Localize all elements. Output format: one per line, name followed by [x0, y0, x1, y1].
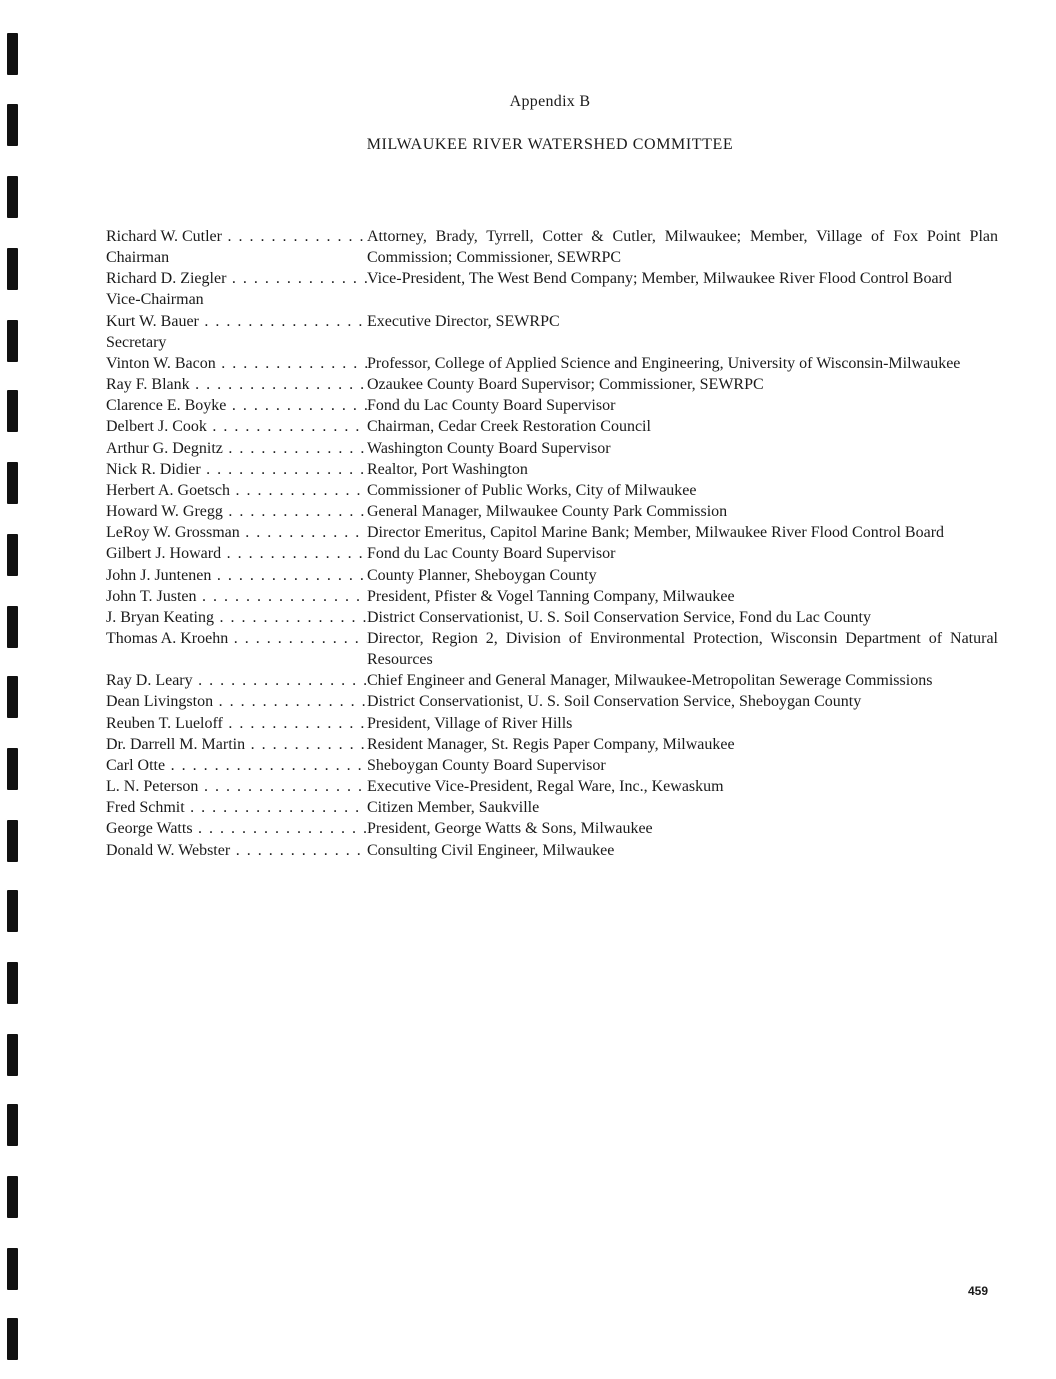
- member-description: Citizen Member, Saukville: [367, 799, 540, 817]
- binding-hole: [7, 890, 18, 932]
- member-row: [106, 840, 998, 861]
- member-description: District Conservationist, U. S. Soil Conservation Service, Fond du Lac County: [367, 608, 871, 626]
- member-name-cell: [106, 268, 367, 310]
- binding-hole: [7, 676, 18, 718]
- member-row: [106, 522, 998, 543]
- member-name: Kurt W. Bauer . . .: [106, 311, 367, 332]
- member-description: Chief Engineer and General Manager, Milwaukee-Metropolitan Sewerage Commissions: [367, 672, 933, 690]
- member-name-cell: [106, 459, 367, 480]
- binding-hole: [7, 534, 18, 576]
- member-name-cell: [106, 797, 367, 818]
- binding-hole: [7, 1318, 18, 1360]
- member-row: [106, 818, 998, 839]
- binding-hole: [7, 820, 18, 862]
- member-description: President, George Watts & Sons, Milwaukee: [367, 820, 653, 838]
- member-name: J. Bryan Keating . . .: [106, 607, 367, 628]
- member-name: LeRoy W. Grossman . . .: [106, 522, 367, 543]
- member-name-cell: [106, 522, 367, 543]
- member-name-cell: [106, 818, 367, 839]
- member-row: [106, 353, 998, 374]
- member-row: [106, 374, 998, 395]
- binding-hole: [7, 462, 18, 504]
- member-row: [106, 713, 998, 734]
- member-name-cell: [106, 416, 367, 437]
- member-name-cell: [106, 543, 367, 564]
- member-description: Commissioner of Public Works, City of Milwaukee: [367, 481, 697, 499]
- member-description: Fond du Lac County Board Supervisor: [367, 397, 616, 415]
- member-name: Clarence E. Boyke . . .: [106, 395, 367, 416]
- member-name: Vinton W. Bacon . . .: [106, 353, 367, 374]
- member-description: Ozaukee County Board Supervisor; Commissioner, SEWRPC: [367, 376, 764, 394]
- committee-title: MILWAUKEE RIVER WATERSHED COMMITTEE: [366, 136, 734, 153]
- member-name-cell: [106, 713, 367, 734]
- member-role: Vice-Chairman: [106, 291, 204, 309]
- member-name-cell: [106, 311, 367, 353]
- member-name: Herbert A. Goetsch . . .: [106, 480, 367, 501]
- member-name-cell: [106, 628, 367, 670]
- member-name: John J. Juntenen . . .: [106, 565, 367, 586]
- binding-hole: [7, 748, 18, 790]
- member-description: Director Emeritus, Capitol Marine Bank; Member, Milwaukee River Flood Control Board: [367, 524, 945, 542]
- member-description: Resident Manager, St. Regis Paper Company, Milwaukee: [367, 735, 735, 753]
- member-name-cell: [106, 840, 367, 861]
- member-description: President, Pfister & Vogel Tanning Company, Milwaukee: [367, 587, 735, 605]
- member-row: [106, 501, 998, 522]
- member-description: Executive Vice-President, Regal Ware, Inc., Kewaskum: [367, 778, 724, 796]
- member-name-cell: [106, 734, 367, 755]
- member-description: President, Village of River Hills: [367, 714, 573, 732]
- member-row: [106, 586, 998, 607]
- member-description: County Planner, Sheboygan County: [367, 566, 597, 584]
- member-name: Ray F. Blank . . .: [106, 374, 367, 395]
- member-name-cell: [106, 607, 367, 628]
- member-name-cell: [106, 395, 367, 416]
- member-row: [106, 565, 998, 586]
- member-name: Nick R. Didier . . .: [106, 459, 367, 480]
- binding-hole: [7, 606, 18, 648]
- member-row: [106, 226, 998, 268]
- member-name: George Watts . . .: [106, 818, 367, 839]
- member-row: [106, 628, 998, 670]
- member-name: Dean Livingston . . .: [106, 691, 367, 712]
- member-name: Richard W. Cutler . . .: [106, 226, 367, 247]
- member-row: [106, 755, 998, 776]
- member-row: [106, 607, 998, 628]
- member-description: Attorney, Brady, Tyrrell, Cotter & Cutler, Milwaukee; Member, Village of Fox Point Plan Commission; Commissioner, SEWRPC: [367, 228, 998, 267]
- member-name: Dr. Darrell M. Martin . . .: [106, 734, 367, 755]
- member-description: General Manager, Milwaukee County Park Commission: [367, 503, 728, 521]
- member-name-cell: [106, 586, 367, 607]
- member-role: Secretary: [106, 333, 167, 351]
- member-row: [106, 734, 998, 755]
- member-name-cell: [106, 670, 367, 691]
- binding-hole: [7, 1034, 18, 1076]
- member-name: Arthur G. Degnitz . . .: [106, 438, 367, 459]
- binding-hole: [7, 176, 18, 218]
- member-row: [106, 776, 998, 797]
- binding-hole: [7, 390, 18, 432]
- appendix-title: Appendix B: [509, 93, 591, 110]
- member-name: John T. Justen . . .: [106, 586, 367, 607]
- member-name-cell: [106, 374, 367, 395]
- member-name: Howard W. Gregg . . .: [106, 501, 367, 522]
- member-name: Delbert J. Cook . . .: [106, 416, 367, 437]
- member-description: Realtor, Port Washington: [367, 460, 528, 478]
- member-row: [106, 797, 998, 818]
- binding-hole: [7, 962, 18, 1004]
- page-number: 459: [968, 1284, 989, 1298]
- member-row: [106, 480, 998, 501]
- binding-hole: [7, 33, 18, 75]
- member-row: [106, 670, 998, 691]
- member-name: Thomas A. Kroehn . . .: [106, 628, 367, 649]
- member-row: [106, 438, 998, 459]
- binding-hole: [7, 248, 18, 290]
- member-name-cell: [106, 480, 367, 501]
- member-name-cell: [106, 353, 367, 374]
- member-name: Carl Otte . . .: [106, 755, 367, 776]
- member-name-cell: [106, 691, 367, 712]
- member-description: Washington County Board Supervisor: [367, 439, 611, 457]
- member-name: Donald W. Webster . . .: [106, 840, 367, 861]
- member-row: [106, 268, 998, 310]
- member-name-cell: [106, 438, 367, 459]
- member-row: [106, 395, 998, 416]
- member-description: Executive Director, SEWRPC: [367, 312, 560, 330]
- binding-hole: [7, 1248, 18, 1290]
- member-name: Richard D. Ziegler . . .: [106, 268, 367, 289]
- binding-hole: [7, 1104, 18, 1146]
- member-name: Ray D. Leary . . .: [106, 670, 367, 691]
- member-row: [106, 691, 998, 712]
- member-row: [106, 543, 998, 564]
- member-name: Gilbert J. Howard . . .: [106, 543, 367, 564]
- member-description: District Conservationist, U. S. Soil Conservation Service, Sheboygan County: [367, 693, 862, 711]
- member-name-cell: [106, 755, 367, 776]
- member-description: Professor, College of Applied Science and Engineering, University of Wisconsin-Milwaukee: [367, 354, 961, 372]
- member-name-cell: [106, 565, 367, 586]
- member-description: Consulting Civil Engineer, Milwaukee: [367, 841, 615, 859]
- member-description: Vice-President, The West Bend Company; Member, Milwaukee River Flood Control Board: [367, 270, 952, 288]
- member-name-cell: [106, 776, 367, 797]
- member-row: [106, 311, 998, 353]
- member-name: Fred Schmit . . .: [106, 797, 367, 818]
- member-role: Chairman: [106, 249, 170, 267]
- member-name: L. N. Peterson . . .: [106, 776, 367, 797]
- member-name-cell: [106, 501, 367, 522]
- binding-hole: [7, 320, 18, 362]
- member-name-cell: [106, 226, 367, 268]
- binding-hole: [7, 1176, 18, 1218]
- member-name: Reuben T. Lueloff . . .: [106, 713, 367, 734]
- member-row: [106, 416, 998, 437]
- member-description: Sheboygan County Board Supervisor: [367, 756, 606, 774]
- member-description: Chairman, Cedar Creek Restoration Council: [367, 418, 651, 436]
- committee-roster: [106, 226, 998, 861]
- member-description: Director, Region 2, Division of Environmental Protection, Wisconsin Department of Natural Resources: [367, 629, 998, 669]
- member-description: Fond du Lac County Board Supervisor: [367, 545, 616, 563]
- member-row: [106, 459, 998, 480]
